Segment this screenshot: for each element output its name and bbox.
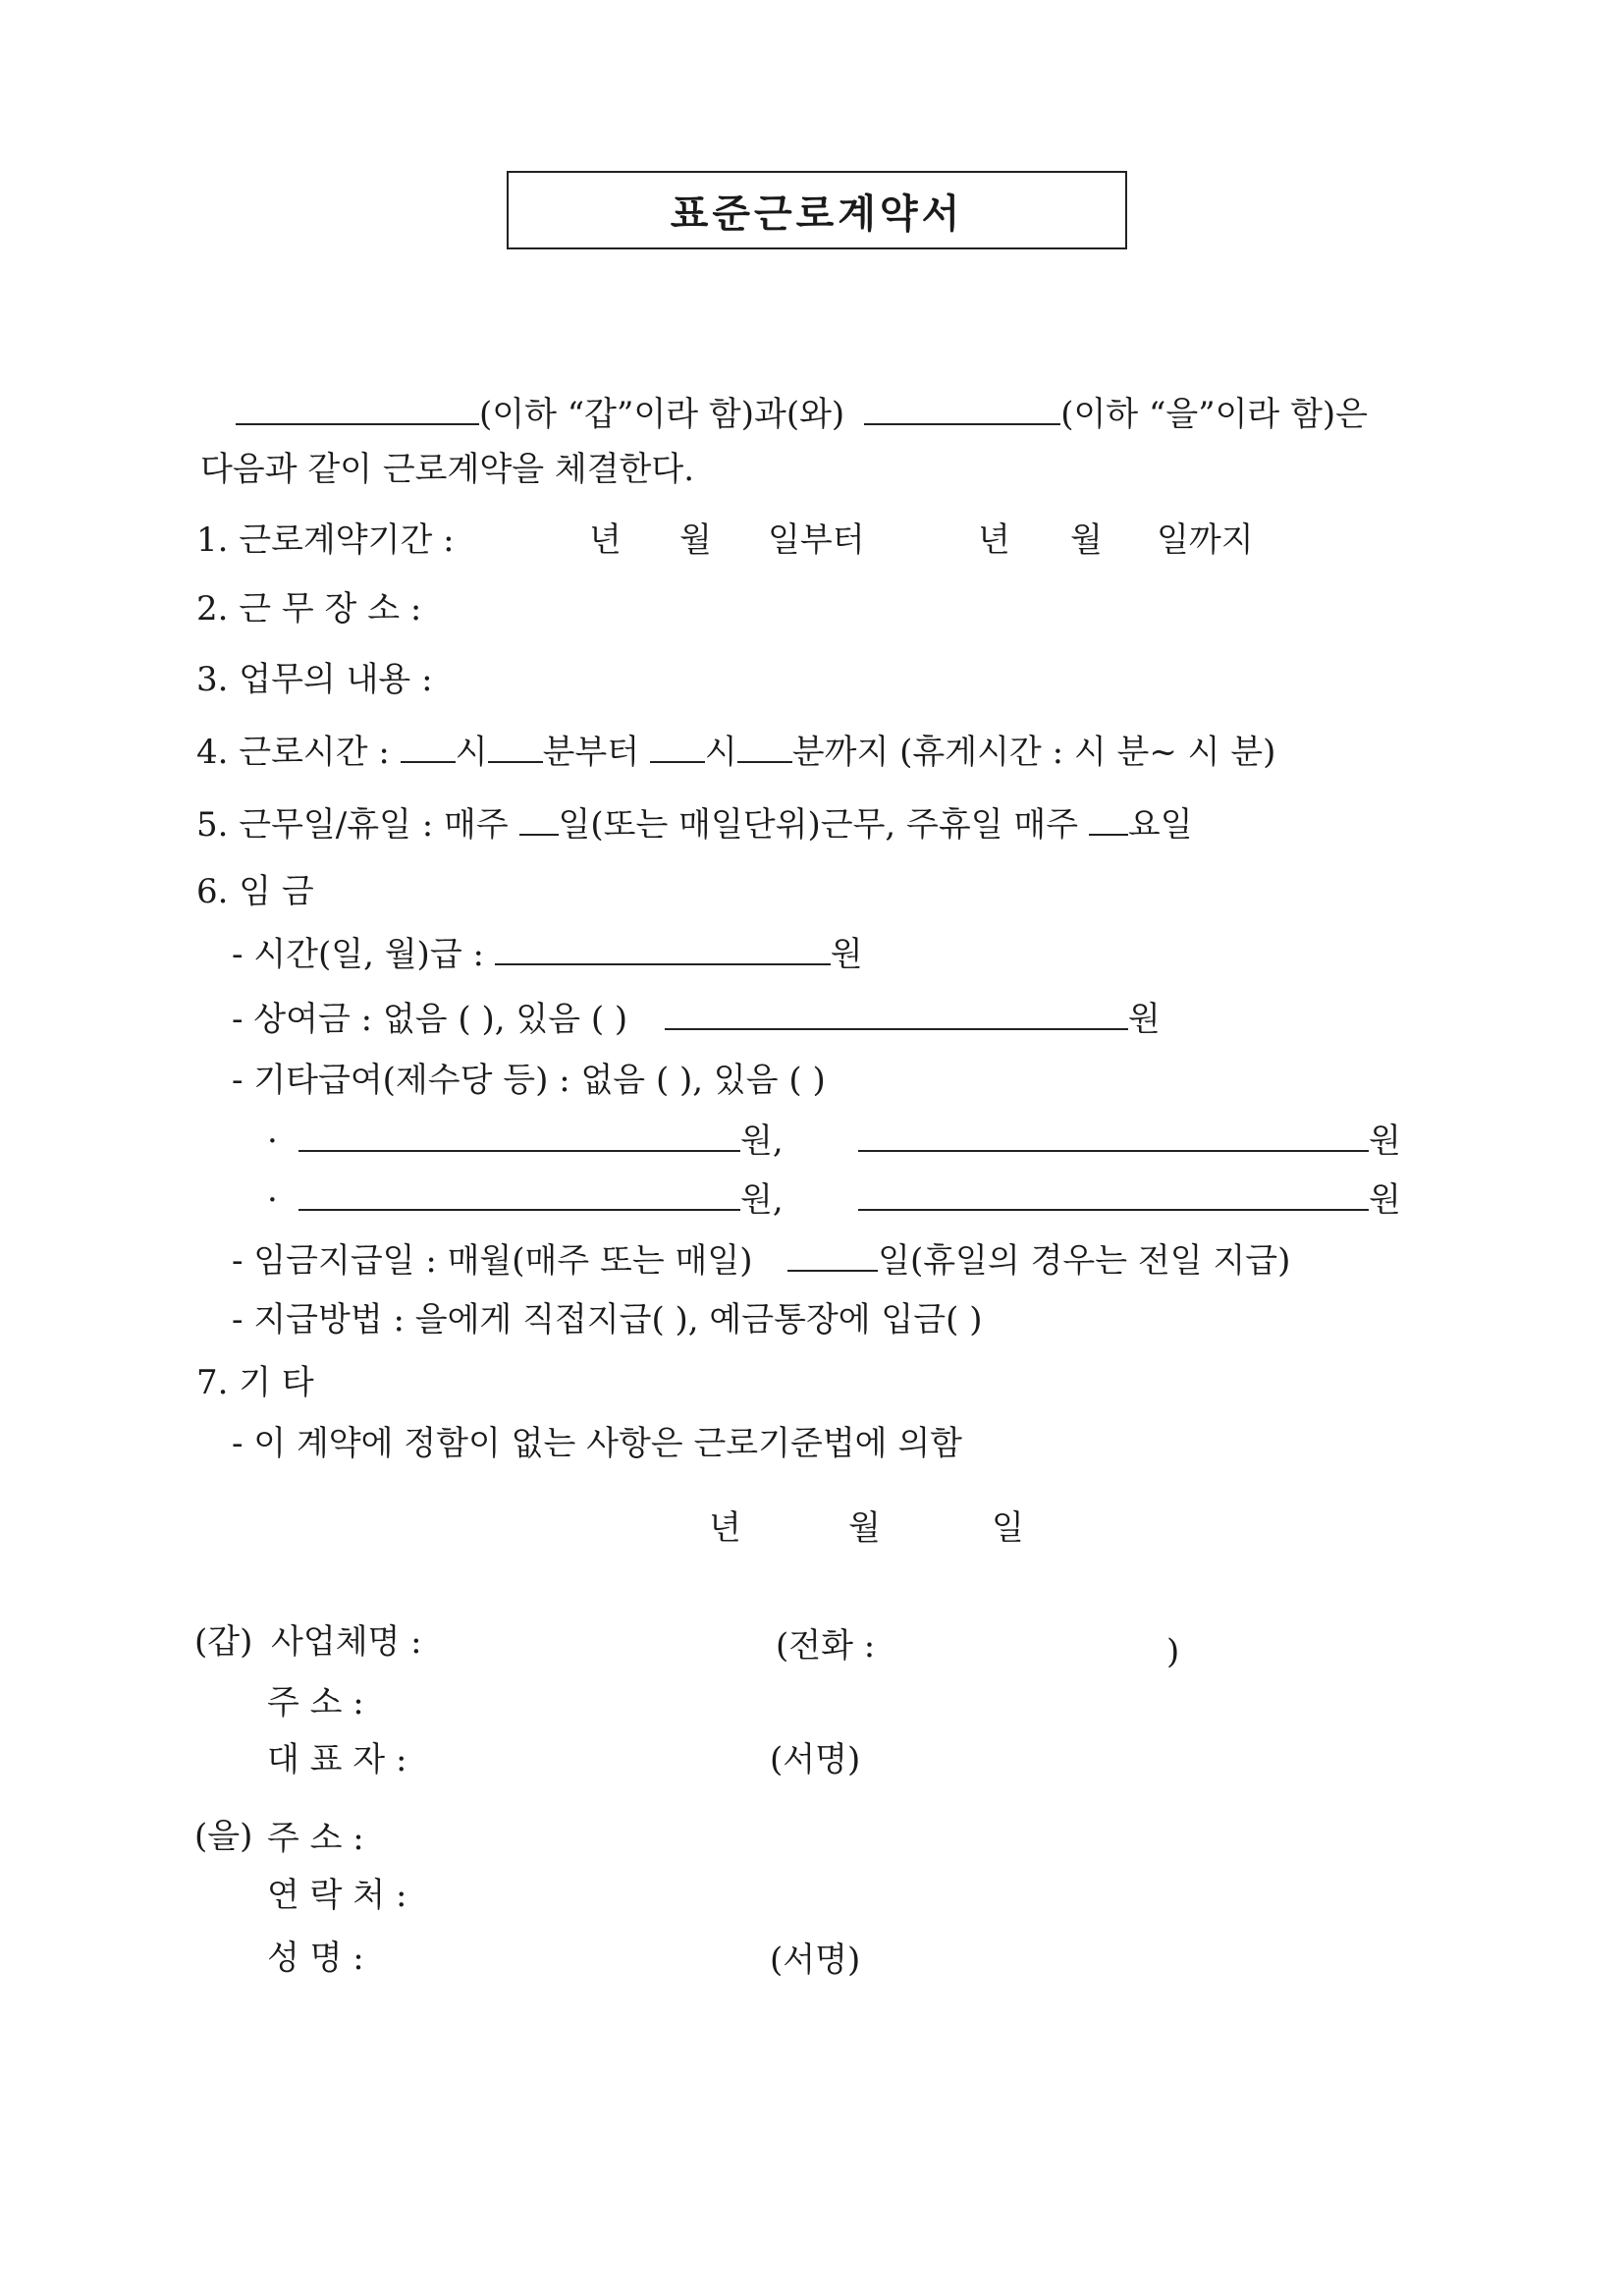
end-hour-blank [650, 732, 705, 763]
hourly-wage-label: - 시간(일, 월)급 : [232, 935, 484, 974]
gap-address-label: 주 소 : [267, 1683, 364, 1722]
eul-address-label: 주 소 : [267, 1819, 364, 1858]
date-month: 월 [848, 1508, 881, 1548]
payday-line [232, 1239, 1290, 1283]
item1-day1: 일부터 [768, 520, 865, 560]
item7-text: - 이 계약에 정함이 없는 사항은 근로기준법에 의함 [232, 1424, 963, 1463]
eul-signature-mark: (서명) [770, 1941, 861, 1980]
start-hour-blank [401, 732, 456, 763]
other-pay-bullet-1: · [267, 1121, 278, 1161]
item1-label: 1. 근로계약기간 : [196, 520, 455, 560]
item4-si1: 시 [455, 733, 488, 772]
bonus-amount-blank [665, 999, 1128, 1030]
item1-month1: 월 [679, 520, 712, 560]
gap-business-label: 사업체명 : [271, 1622, 422, 1662]
item6-label: 6. 임 금 [196, 872, 314, 911]
item2-label: 2. 근 무 장 소 : [196, 589, 422, 629]
item1-day2: 일까지 [1157, 520, 1254, 560]
weekly-holiday-blank [1089, 804, 1128, 836]
gap-tag: (갑) [194, 1622, 253, 1662]
other-pay-row-1-left [298, 1120, 784, 1163]
end-minute-blank [737, 732, 792, 763]
eul-contact-label: 연 락 처 : [267, 1876, 407, 1915]
other-pay-row-2-left [298, 1178, 784, 1222]
other-pay-line: - 기타급여(제수당 등) : 없음 ( ), 있음 ( ) [232, 1061, 826, 1100]
hourly-wage-won: 원 [830, 935, 863, 974]
page-title: 표준근로계약서 [670, 190, 964, 237]
other-pay-item-blank-1 [298, 1121, 740, 1152]
item4-bun2: 분까지 [791, 733, 890, 772]
item4-label: 4. 근로시간 : [196, 733, 390, 772]
eul-name-label: 성 명 : [267, 1939, 364, 1978]
other-pay-won-comma-1: 원, [740, 1121, 784, 1161]
item5-mid: 일(또는 매일단위)근무, 주휴일 매주 [558, 805, 1079, 845]
eul-name-blank [864, 394, 1060, 425]
bonus-label: - 상여금 : 없음 ( ), 있음 ( ) [232, 1000, 628, 1039]
intro-eul-text: (이하 “을”이라 함)은 [1060, 395, 1369, 434]
item5-end: 요일 [1127, 805, 1193, 845]
gap-phone-label: (전화 : [776, 1626, 876, 1666]
hourly-wage-line [232, 933, 863, 976]
other-pay-won-comma-2: 원, [740, 1180, 784, 1220]
payday-note: 일(휴일의 경우는 전일 지급) [878, 1241, 1291, 1281]
intro-line-2: 다음과 같이 근로계약을 체결한다. [200, 450, 695, 489]
other-pay-row-2-right [858, 1178, 1401, 1222]
item4-line [196, 731, 1275, 774]
item4-si2: 시 [704, 733, 737, 772]
payday-label: - 임금지급일 : 매월(매주 또는 매일) [232, 1241, 753, 1281]
other-pay-won-1: 원 [1369, 1121, 1401, 1161]
eul-tag: (을) [194, 1817, 253, 1856]
item7-label: 7. 기 타 [196, 1363, 314, 1402]
intro-line-1 [236, 393, 1368, 436]
payday-blank [787, 1240, 878, 1272]
gap-phone-close: ) [1166, 1632, 1180, 1671]
other-pay-amount-blank-2 [858, 1179, 1369, 1211]
intro-gap-text: (이하 “갑”이라 함)과(와) [479, 395, 845, 434]
item4-bun1: 분부터 [542, 733, 640, 772]
item3-label: 3. 업무의 내용 : [196, 660, 433, 699]
bonus-won: 원 [1127, 1000, 1161, 1039]
item1-year2: 년 [978, 520, 1010, 560]
date-day: 일 [992, 1508, 1024, 1548]
pay-method-line: - 지급방법 : 을에게 직접지급( ), 예금통장에 입금( ) [232, 1300, 983, 1339]
item1-month2: 월 [1070, 520, 1103, 560]
other-pay-item-blank-2 [298, 1179, 740, 1211]
other-pay-row-1-right [858, 1120, 1401, 1163]
bonus-line [232, 998, 1161, 1041]
item5-label: 5. 근무일/휴일 : 매주 [196, 805, 509, 845]
item1-year1: 년 [589, 520, 622, 560]
other-pay-bullet-2: · [267, 1180, 278, 1220]
hourly-wage-blank [495, 934, 831, 965]
date-year: 년 [709, 1508, 741, 1548]
item4-rest: (휴게시간 : 시 분~ 시 분) [899, 733, 1276, 772]
start-minute-blank [488, 732, 543, 763]
title-box [507, 171, 1127, 249]
workdays-blank [519, 804, 559, 836]
gap-name-blank [236, 394, 479, 425]
other-pay-amount-blank-1 [858, 1121, 1369, 1152]
gap-rep-label: 대 표 자 : [267, 1740, 407, 1779]
other-pay-won-2: 원 [1369, 1180, 1401, 1220]
gap-signature-mark: (서명) [770, 1740, 861, 1779]
item5-line [196, 803, 1193, 847]
